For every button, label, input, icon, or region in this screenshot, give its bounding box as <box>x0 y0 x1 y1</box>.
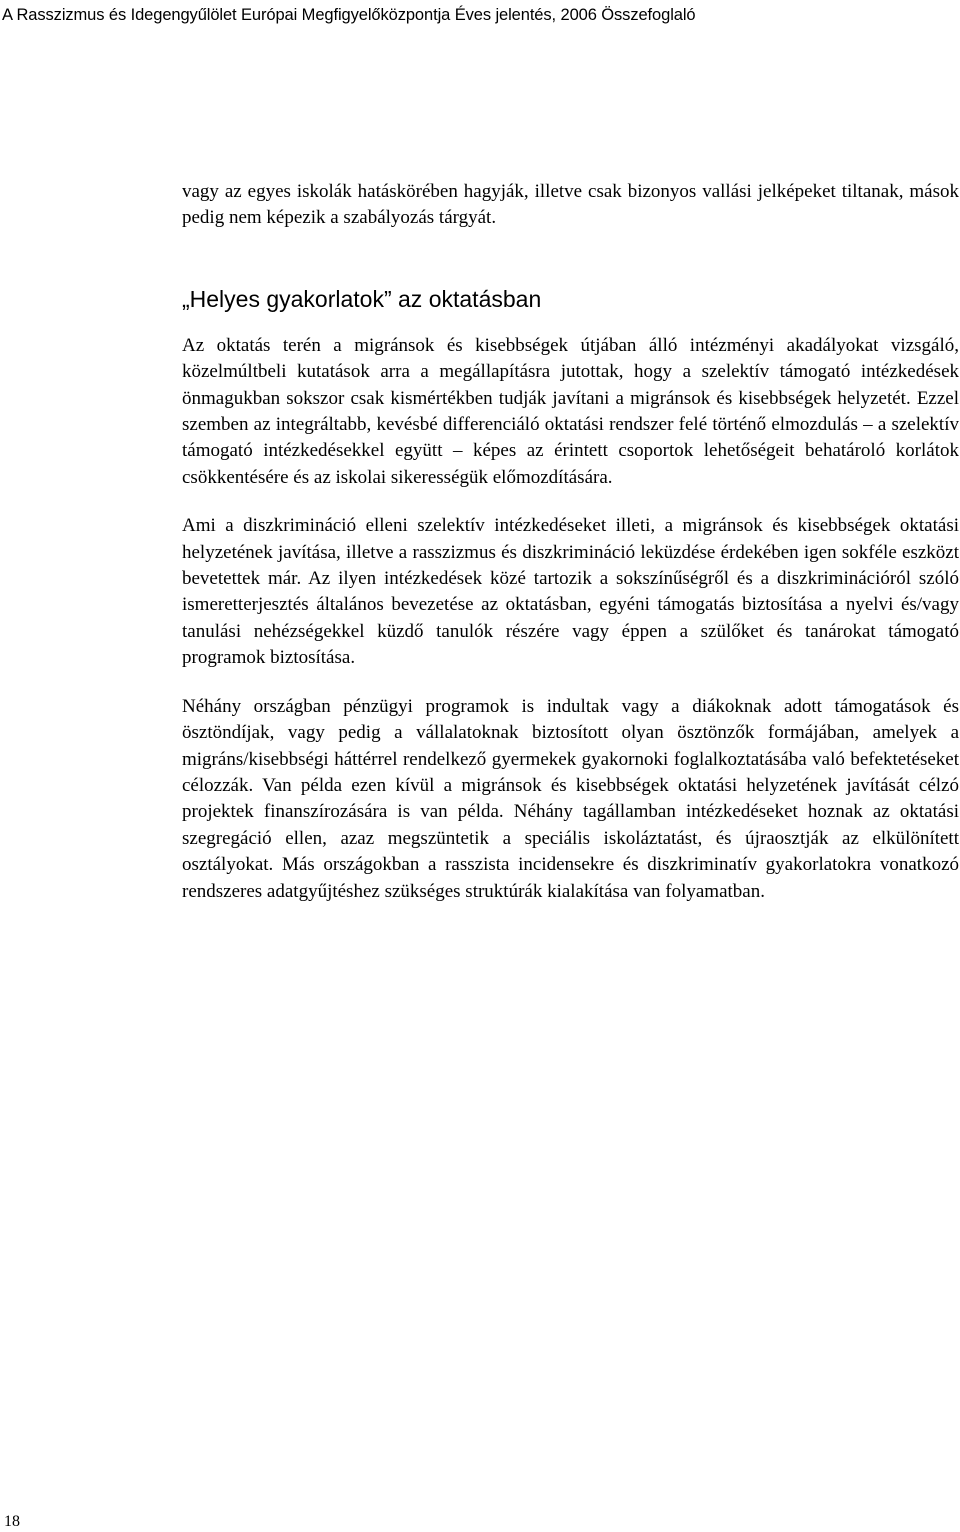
body-paragraph-3: Néhány országban pénzügyi programok is indultak vagy a diákoknak adott támogatások és ösztöndíjak, vagy pedig a vállalatoknak biztosított olyan ösztönzők formájában, amelyek a migráns/kisebbségi háttérrel rendelkező gyermekek gyakornoki foglalkoztatásába való befektetéseket célozzák. Van példa ezen kívül a migránsok és kisebbségek oktatási helyzetének javítását célzó projektek finanszírozására is van példa. Néhány tagállamban intézkedéseket hoznak az oktatási szegregáció ellen, azaz megszüntetik a speciális iskoláztatást, és újraosztják az elkülönített osztályokat. Más országokban a rasszista incidensekre és diszkriminatív gyakorlatokra vonatkozó rendszeres adatgyűjtéshez szükséges struktúrák kialakítása van folyamatban. <box>182 695 959 902</box>
page-number: 18 <box>4 1513 20 1530</box>
document-body <box>182 179 959 905</box>
running-header: A Rasszizmus és Idegengyűlölet Európai Megfigyelőközpontja Éves jelentés, 2006 Összefoglaló <box>2 6 696 24</box>
body-paragraph-1: Az oktatás terén a migránsok és kisebbségek útjában álló intézményi akadályokat vizsgáló, közelmúltbeli kutatások arra a megállapításra jutottak, hogy a szelektív támogató intézkedések önmagukban sokszor csak kismértékben tudják javítani a migránsok és kisebbségek helyzetét. Ezzel szemben az integráltabb, kevésbé differenciáló oktatási rendszer felé történő elmozdulás – a szelektív támogató intézkedésekkel együtt – képes az érintett csoportok lehetőségeit behatároló korlátok csökkentésére és az iskolai sikerességük előmozdítására. <box>182 334 959 488</box>
continuation-paragraph: vagy az egyes iskolák hatáskörében hagyják, illetve csak bizonyos vallási jelképeket tiltanak, mások pedig nem képezik a szabályozás tárgyát. <box>182 181 959 229</box>
body-paragraph-2: Ami a diszkrimináció elleni szelektív intézkedéseket illeti, a migránsok és kisebbségek oktatási helyzetének javítása, illetve a rasszizmus és diszkrimináció leküzdése érdekében igen sokféle eszközt bevetettek már. Az ilyen intézkedések közé tartozik a sokszínűségről és a diszkriminációról szóló ismeretterjesztés általános bevezetése az oktatásban, egyéni támogatás biztosítása a nyelvi és/vagy tanulási nehézségekkel küzdő tanulók részére vagy éppen a szülőket és tanárokat támogató programok biztosítása. <box>182 515 959 669</box>
section-heading: „Helyes gyakorlatok” az oktatásban <box>182 285 542 312</box>
